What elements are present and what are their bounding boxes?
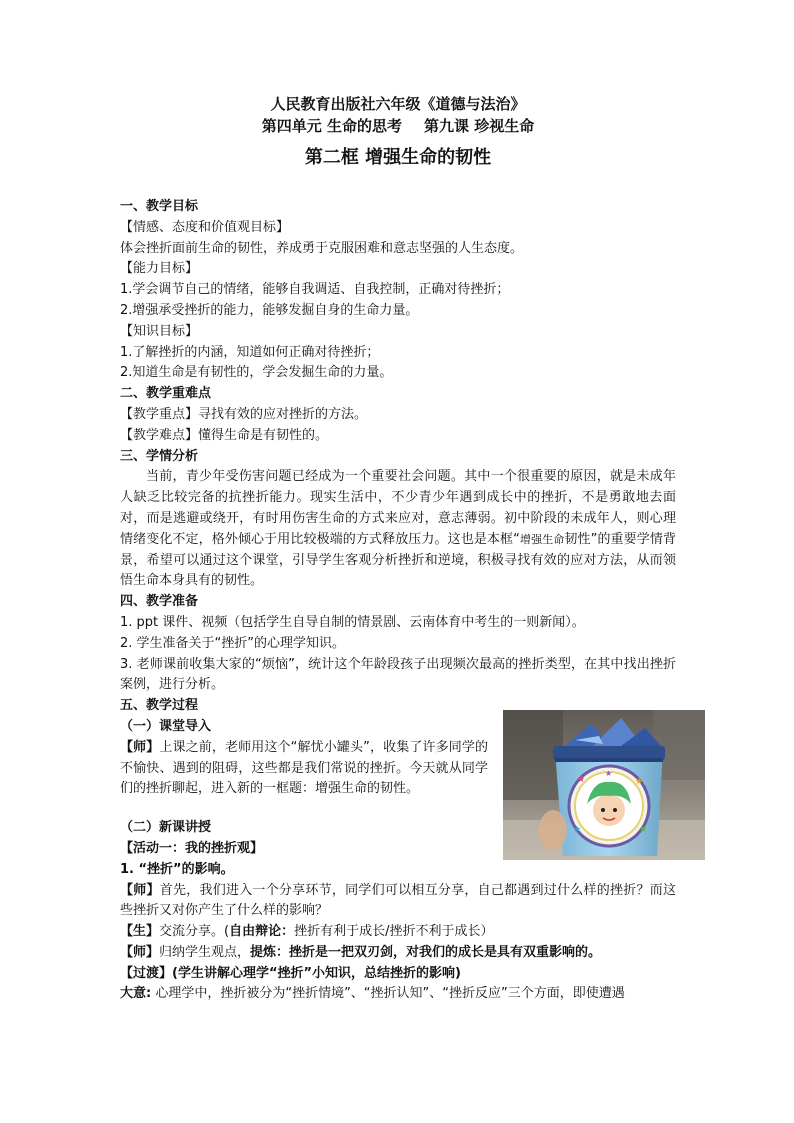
teacher-label: 【师】 bbox=[120, 739, 160, 755]
worry-jar-photo bbox=[503, 710, 705, 860]
teacher-label: 【师】 bbox=[120, 882, 160, 898]
activity-title: 【活动一：我的挫折观】 bbox=[120, 840, 264, 856]
difficult-point bbox=[120, 426, 676, 447]
svg-text:★: ★ bbox=[605, 769, 613, 778]
analysis-text-small: 增强生命 bbox=[519, 532, 565, 546]
debate-text: 挫折有利于成长/挫折不利于成长） bbox=[294, 924, 494, 940]
student-line bbox=[120, 922, 676, 943]
section-heading-analysis: 三、学情分析 bbox=[120, 448, 199, 464]
difficult-point-label: 【教学难点】 bbox=[120, 427, 199, 443]
doc-header-line1: 人民教育出版社六年级《道德与法治》 bbox=[270, 95, 526, 113]
teacher-summary-line bbox=[120, 943, 676, 964]
teacher-label: 【师】 bbox=[120, 944, 160, 960]
section-heading-key-points: 二、教学重难点 bbox=[120, 386, 212, 402]
prep-item: 1. ppt 课件、视频（包括学生自导自制的情景剧、云南体育中考生的一则新闻）。 bbox=[120, 614, 585, 630]
emotion-goal-label: 【情感、态度和价值观目标】 bbox=[120, 219, 290, 235]
key-point-text: 寻找有效的应对挫折的方法。 bbox=[198, 406, 368, 422]
prep-item: 2. 学生准备关于“挫折”的心理学知识。 bbox=[120, 635, 346, 651]
teacher-paragraph bbox=[120, 881, 676, 923]
unit-title: 第四单元 生命的思考 bbox=[261, 117, 402, 135]
svg-text:★: ★ bbox=[577, 775, 586, 785]
student-label: 【生】 bbox=[120, 924, 160, 940]
analysis-text: 当前，青少年受伤害问题已经成为一个重要社会问题。其中一个很重要的原因，就是未成年人缺乏比较完备的抗挫折能力。现实生活中，不少青少年遇到成长中的挫折，不是勇敢地去面对，而是逃避或绕开，有时用伤害生命的方式来应对，意志薄弱。初中阶段的未成年人，则心理情绪变化不定，格外倾心于用比较极端的方式释放压力。这也是本框“ bbox=[120, 469, 676, 547]
document-page bbox=[120, 93, 676, 1005]
ability-goal-label: 【能力目标】 bbox=[120, 261, 199, 277]
key-point-label: 【教学重点】 bbox=[120, 406, 199, 422]
analysis-text: 韧性”的重要学情背景，希望可以通过这个课堂，引导学生客观分析挫折和逆境，积极寻找有效的应对方法，从而领悟生命本身具有的韧性。 bbox=[120, 531, 676, 589]
summary-label: 大意: bbox=[120, 986, 152, 1002]
teacher-text: 归纳学生观点， bbox=[159, 944, 251, 960]
subsection-intro: （一）课堂导入 bbox=[120, 718, 212, 734]
psychology-line bbox=[120, 984, 676, 1005]
student-text: 交流分享。( bbox=[159, 924, 230, 940]
knowledge-goal-item: 1.了解挫折的内涵，知道如何正确对待挫折； bbox=[120, 344, 380, 360]
key-point bbox=[120, 405, 676, 426]
transition-label: 【过渡】 bbox=[120, 965, 173, 981]
analysis-paragraph bbox=[120, 467, 676, 592]
section-heading-preparation: 四、教学准备 bbox=[120, 594, 199, 610]
page-title: 第二框 增强生命的韧性 bbox=[304, 147, 492, 168]
emotion-goal-text: 体会挫折面前生命的韧性，养成勇于克服困难和意志坚强的人生态度。 bbox=[120, 240, 524, 256]
ability-goal-item: 1.学会调节自己的情绪，能够自我调适、自我控制，正确对待挫折； bbox=[120, 282, 510, 298]
knowledge-goal-label: 【知识目标】 bbox=[120, 323, 199, 339]
difficult-point-text: 懂得生命是有韧性的。 bbox=[198, 427, 329, 443]
worry-jar-image bbox=[503, 710, 705, 860]
transition-line bbox=[120, 964, 676, 985]
point-title: 1. “挫折”的影响。 bbox=[120, 861, 234, 877]
knowledge-goal-item: 2.知道生命是有韧性的，学会发掘生命的力量。 bbox=[120, 365, 393, 381]
summary-bold: 提炼：挫折是一把双刃剑，对我们的成长是具有双重影响的。 bbox=[250, 944, 602, 960]
transition-text: (学生讲解心理学“挫折”小知识，总结挫折的影响) bbox=[172, 965, 461, 981]
ability-goal-item: 2.增强承受挫折的能力，能够发掘自身的生命力量。 bbox=[120, 302, 419, 318]
section-heading-process: 五、教学过程 bbox=[120, 698, 199, 714]
teacher-text: 首先，我们进入一个分享环节，同学们可以相互分享，自己都遇到过什么样的挫折？而这些挫折又对你产生了什么样的影响？ bbox=[120, 882, 676, 919]
intro-text: 上课之前，老师用这个“解忧小罐头”，收集了许多同学的不愉快、遇到的阻碍，这些都是我们常说的挫折。今天就从同学们的挫折聊起，进入新的一框题：增强生命的韧性。 bbox=[120, 739, 488, 797]
svg-text:★: ★ bbox=[635, 777, 644, 787]
doc-header-line2 bbox=[120, 115, 676, 137]
svg-text:★: ★ bbox=[573, 825, 582, 835]
prep-item: 3. 老师课前收集大家的“烦恼”，统计这个年龄段孩子出现频次最高的挫折类型，在其中找出挫折案例，进行分析。 bbox=[120, 656, 676, 693]
intro-paragraph bbox=[120, 738, 488, 800]
subsection-new-lesson: （二）新课讲授 bbox=[120, 820, 212, 836]
svg-text:★: ★ bbox=[639, 825, 648, 835]
lesson-title: 第九课 珍视生命 bbox=[424, 117, 535, 135]
psychology-text: 心理学中，挫折被分为“挫折情境”、“挫折认知”、“挫折反应”三个方面，即使遭遇 bbox=[151, 986, 625, 1002]
section-heading-goals: 一、教学目标 bbox=[120, 199, 199, 214]
debate-label: 自由辩论： bbox=[229, 924, 295, 940]
